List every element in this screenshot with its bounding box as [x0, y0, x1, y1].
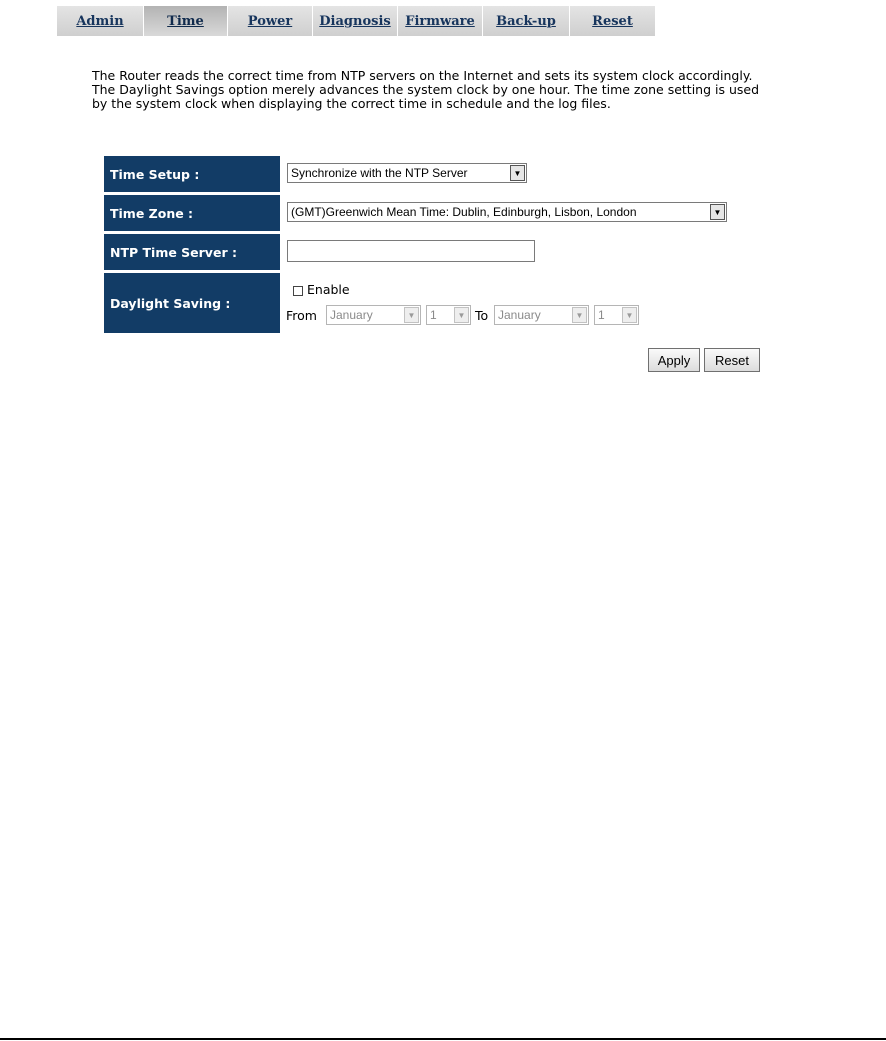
ntp-time-server-cell: [282, 234, 772, 270]
top-tab-bar: [57, 6, 655, 36]
daylight-saving-cell: [282, 273, 772, 333]
daylight-from-day-value: 1: [430, 308, 437, 322]
tab-firmware[interactable]: Firmware: [397, 6, 482, 36]
reset-button[interactable]: Reset: [704, 348, 760, 372]
dropdown-arrow-icon: ▼: [710, 204, 725, 220]
apply-button[interactable]: Apply: [648, 348, 700, 372]
time-zone-cell: [282, 195, 772, 231]
dropdown-arrow-icon: ▼: [572, 307, 587, 323]
daylight-to-label: To: [475, 308, 489, 323]
daylight-saving-label: Daylight Saving :: [104, 273, 280, 333]
tab-reset[interactable]: Reset: [569, 6, 655, 36]
time-setup-label: Time Setup :: [104, 156, 280, 192]
daylight-from-label: From: [286, 308, 317, 323]
dropdown-arrow-icon: ▼: [622, 307, 637, 323]
bottom-divider: [0, 1038, 886, 1040]
tab-diagnosis[interactable]: Diagnosis: [312, 6, 397, 36]
tab-time[interactable]: Time: [143, 6, 227, 36]
time-zone-label: Time Zone :: [104, 195, 280, 231]
daylight-saving-enable-checkbox[interactable]: [293, 286, 303, 296]
dropdown-arrow-icon: ▼: [404, 307, 419, 323]
time-setup-cell: [282, 156, 772, 192]
page-description: The Router reads the correct time from NTP servers on the Internet and sets its system clock accordingly. The Daylight Savings option merely advances the system clock by one hour. The time zone setting is used by the system clock when displaying the correct time in schedule and the log files.: [92, 68, 760, 111]
daylight-to-month-select[interactable]: [494, 305, 589, 325]
daylight-to-day-select[interactable]: [594, 305, 639, 325]
daylight-from-day-select[interactable]: [426, 305, 471, 325]
daylight-from-month-select[interactable]: [326, 305, 421, 325]
tab-power[interactable]: Power: [227, 6, 312, 36]
time-setup-select-value: Synchronize with the NTP Server: [291, 166, 468, 180]
daylight-to-day-value: 1: [598, 308, 605, 322]
ntp-time-server-input[interactable]: [287, 240, 535, 262]
time-setup-select[interactable]: [287, 163, 527, 183]
time-zone-select[interactable]: [287, 202, 727, 222]
tab-admin[interactable]: Admin: [76, 13, 124, 29]
ntp-time-server-label: NTP Time Server :: [104, 234, 280, 270]
time-zone-select-value: (GMT)Greenwich Mean Time: Dublin, Edinburgh, Lisbon, London: [291, 205, 637, 219]
daylight-to-month-value: January: [498, 308, 541, 322]
daylight-saving-enable-label: Enable: [307, 282, 350, 297]
dropdown-arrow-icon: ▼: [454, 307, 469, 323]
dropdown-arrow-icon: ▼: [510, 165, 525, 181]
daylight-from-month-value: January: [330, 308, 373, 322]
tab-back-up[interactable]: Back-up: [482, 6, 569, 36]
